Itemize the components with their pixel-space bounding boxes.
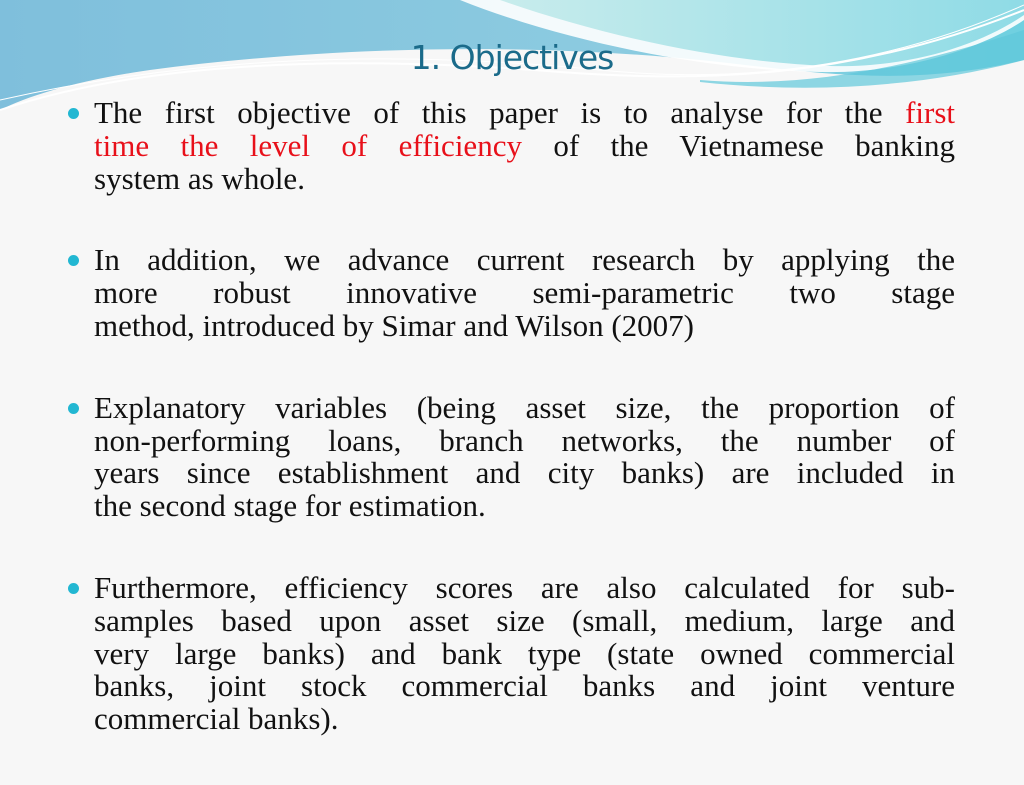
slide-title: 1. Objectives <box>410 38 614 77</box>
bullet-item <box>94 569 955 737</box>
text: Furthermore, efficiency scores are also calculated for sub- <box>94 569 955 605</box>
text: more robust innovative semi-parametric two stage <box>94 275 955 311</box>
text: method, introduced by Simar and Wilson (2007) <box>94 307 695 343</box>
bullet-item <box>94 97 955 195</box>
text: banks, joint stock commercial banks and joint venture <box>94 668 955 704</box>
text: non-performing loans, branch networks, the number of <box>94 422 955 458</box>
bullet-dot-icon <box>68 108 79 119</box>
highlighted-text: first <box>905 95 955 130</box>
text: In addition, we advance current research by applying the <box>94 242 955 278</box>
text: of the Vietnamese banking <box>521 127 955 163</box>
text: The first objective of this paper is to analyse for the <box>94 95 906 130</box>
text: system as whole. <box>94 160 305 196</box>
bullet-dot-icon <box>68 583 79 594</box>
text: Explanatory variables (being asset size, the proportion of <box>94 389 955 425</box>
text: years since establishment and city banks) are included in <box>94 455 955 491</box>
bullet-list <box>94 97 955 785</box>
bullet-item <box>94 244 955 342</box>
bullet-dot-icon <box>68 255 79 266</box>
highlighted-text: time the level of efficiency <box>94 127 522 163</box>
text: commercial banks). <box>94 701 339 737</box>
text: the second stage for estimation. <box>94 488 486 524</box>
bullet-dot-icon <box>68 403 79 414</box>
text: very large banks) and bank type (state owned commercial <box>94 635 955 671</box>
bullet-item <box>94 389 955 524</box>
text: samples based upon asset size (small, medium, large and <box>94 602 955 638</box>
